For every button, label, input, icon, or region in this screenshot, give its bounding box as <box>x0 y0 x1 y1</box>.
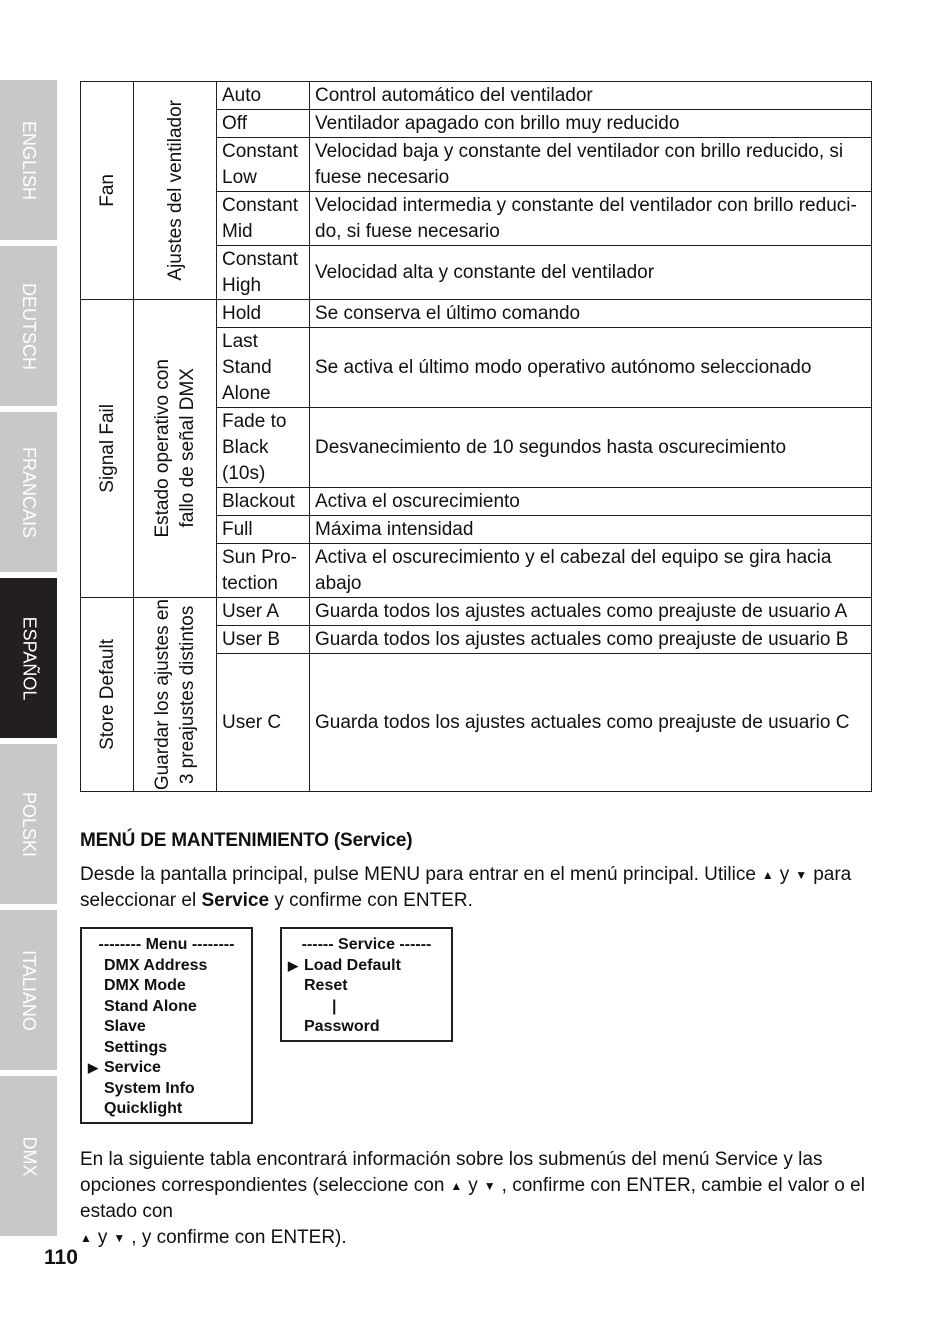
tab-francais[interactable] <box>0 412 57 572</box>
service-item-selected[interactable]: ▶ Load Default <box>292 956 441 977</box>
description-cell: Máxima intensidad <box>310 516 872 544</box>
option-cell: User C <box>217 654 310 792</box>
option-cell: User A <box>217 598 310 626</box>
menu-item[interactable]: Quicklight <box>104 1100 183 1117</box>
tab-polski[interactable] <box>0 744 57 904</box>
settings-table <box>80 81 872 792</box>
group-name: Fan <box>96 174 118 207</box>
service-item[interactable]: Password <box>304 1018 380 1035</box>
group-name-cell <box>81 300 134 598</box>
tab-italiano[interactable] <box>0 910 57 1070</box>
section-title: MENÚ DE MANTENIMIENTO (Service) <box>80 830 413 851</box>
group-name: Store Default <box>96 639 118 750</box>
group-name: Signal Fail <box>96 404 118 493</box>
tab-deutsch[interactable] <box>0 246 57 406</box>
menu-item[interactable]: DMX Mode <box>104 977 186 994</box>
up-triangle-icon: ▲ <box>80 1231 92 1246</box>
service-item[interactable]: Reset <box>304 977 348 994</box>
menu-item[interactable]: System Info <box>104 1079 195 1097</box>
up-triangle-icon: ▲ <box>450 1179 463 1193</box>
option-cell: Constant High <box>217 246 310 300</box>
tab-label: ITALIANO <box>19 949 39 1031</box>
option-cell: Fade to Black (10s) <box>217 408 310 488</box>
option-cell: Constant Low <box>217 138 310 192</box>
description-cell: Activa el oscurecimiento y el cabezal del equipo se gira hacia abajo <box>310 544 872 598</box>
menu-display-header: -------- Menu -------- <box>98 936 235 953</box>
intro-text: y confirme con ENTER. <box>274 890 473 912</box>
down-triangle-icon: ▼ <box>113 1231 126 1246</box>
table-row <box>81 300 872 328</box>
group-description: Estado operativo con fallo de señal DMX <box>152 359 198 538</box>
menu-item[interactable]: Stand Alone <box>104 997 197 1015</box>
tab-english[interactable] <box>0 80 57 240</box>
down-triangle-icon: ▼ <box>483 1179 496 1193</box>
group-sub-cell <box>134 300 217 598</box>
conjunction-text: y <box>97 1227 108 1249</box>
option-cell: Constant Mid <box>217 192 310 246</box>
tab-label: ESPAÑOL <box>19 616 40 700</box>
group-sub-cell <box>134 82 217 300</box>
intro-paragraph <box>80 862 880 914</box>
service-display <box>280 927 453 1042</box>
conjunction-text: y <box>468 1175 478 1197</box>
option-cell: User B <box>217 626 310 654</box>
tab-label: FRANCAIS <box>19 446 40 538</box>
description-cell: Se conserva el último comando <box>310 300 872 328</box>
description-cell: Velocidad alta y constante del ventilador <box>310 246 872 300</box>
description-cell: Ventilador apagado con brillo muy reducido <box>310 110 872 138</box>
page-number: 110 <box>44 1246 78 1269</box>
tab-label: ENGLISH <box>19 120 39 200</box>
menu-item[interactable]: Settings <box>104 1038 168 1056</box>
service-display-header: ------ Service ------ <box>301 936 432 953</box>
group-name-cell <box>81 598 134 792</box>
service-keyword: Service <box>201 890 270 912</box>
menu-item-selected[interactable]: ▶ Service <box>92 1058 241 1079</box>
description-cell: Velocidad baja y constante del ventilador con brillo reducido, si fuese necesario <box>310 138 872 192</box>
description-cell: Guarda todos los ajustes actuales como preajuste de usuario C <box>310 654 872 792</box>
description-cell: Guarda todos los ajustes actuales como preajuste de usuario B <box>310 626 872 654</box>
description-cell: Activa el oscurecimiento <box>310 488 872 516</box>
group-sub-cell <box>134 598 217 792</box>
option-cell: Full <box>217 516 310 544</box>
table-row <box>81 82 872 110</box>
description-cell: Desvanecimiento de 10 segundos hasta oscurecimiento <box>310 408 872 488</box>
down-triangle-icon: ▼ <box>795 868 808 882</box>
up-triangle-icon: ▲ <box>761 868 774 882</box>
description-cell: Control automático del ventilador <box>310 82 872 110</box>
group-description: Ajustes del ventilador <box>164 100 186 281</box>
footer-paragraph <box>80 1147 875 1251</box>
menu-item[interactable]: Slave <box>104 1018 146 1035</box>
option-cell: Last Stand Alone <box>217 328 310 408</box>
option-cell: Sun Pro-tection <box>217 544 310 598</box>
group-name-cell <box>81 82 134 300</box>
option-cell: Blackout <box>217 488 310 516</box>
intro-text: para seleccionar el <box>80 864 852 912</box>
footer-text: , y confirme con ENTER). <box>131 1227 347 1249</box>
group-description: Guardar los ajustes en 3 preajustes distintos <box>152 598 198 791</box>
menu-item[interactable]: DMX Address <box>104 956 208 974</box>
description-cell: Velocidad intermedia y constante del ventilador con brillo reduci-do, si fuese necesario <box>310 192 872 246</box>
footer-text: , confirme con ENTER, cambie el valor o el estado con <box>80 1175 865 1223</box>
table-row <box>81 598 872 626</box>
tab-label: POLSKI <box>19 791 39 857</box>
tab-label: DEUTSCH <box>19 282 40 370</box>
tab-dmx[interactable] <box>0 1076 57 1236</box>
option-cell: Auto <box>217 82 310 110</box>
description-cell: Se activa el último modo operativo autónomo seleccionado <box>310 328 872 408</box>
intro-text: Desde la pantalla principal, pulse MENU para entrar en el menú principal. Utilice <box>80 864 756 886</box>
footer-text: En la siguiente tabla encontrará información sobre los submenús del menú Service y las opciones correspondientes (seleccione con <box>80 1149 823 1197</box>
menu-display <box>80 927 253 1124</box>
option-cell: Off <box>217 110 310 138</box>
conjunction-text: y <box>779 864 790 886</box>
tab-label: DMX <box>19 1136 39 1176</box>
option-cell: Hold <box>217 300 310 328</box>
service-item-separator: | <box>332 997 337 1015</box>
description-cell: Guarda todos los ajustes actuales como preajuste de usuario A <box>310 598 872 626</box>
tab-espanol[interactable] <box>0 578 57 738</box>
